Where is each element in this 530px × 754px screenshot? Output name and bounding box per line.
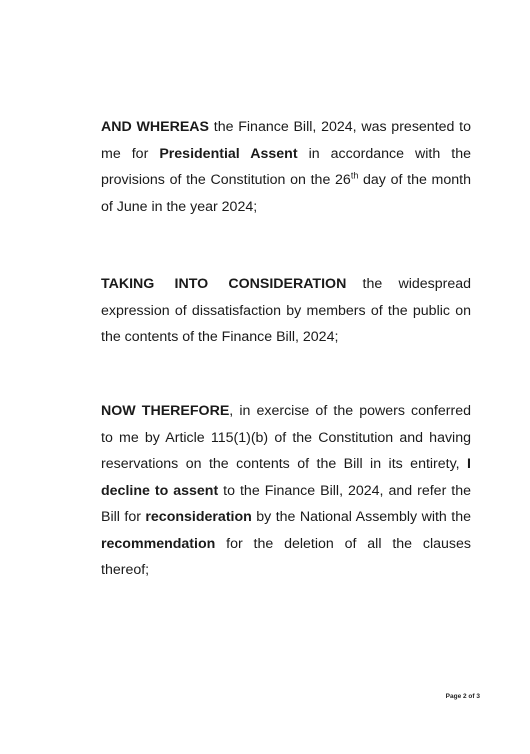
paragraph-taking-into-consideration <box>101 271 471 351</box>
ordinal-suffix: th <box>350 170 359 181</box>
page-number: Page 2 of 3 <box>445 693 480 700</box>
recommendation-phrase: recommendation <box>101 535 216 552</box>
body-text: by the National Assembly with the <box>251 509 471 525</box>
body-text: the widespread expression of dissatisfaction by members of the public on the contents of the Finance Bill, 2024; <box>101 276 472 345</box>
paragraph-whereas <box>101 114 471 220</box>
body-text: in accordance with the provisions of the Constitution on the 26 <box>101 145 471 188</box>
body-text: the Finance Bill, 2024, was presented to me for <box>101 119 471 162</box>
decline-to-assent-phrase: I decline to assent <box>101 456 471 499</box>
body-text: day of the month of June in the year 2024; <box>101 172 471 215</box>
paragraph-now-therefore <box>101 398 471 584</box>
heading-taking-into-consideration: TAKING INTO CONSIDERATION <box>101 276 347 292</box>
presidential-assent-phrase: Presidential Assent <box>159 145 298 162</box>
reconsideration-phrase: reconsideration <box>145 509 252 525</box>
heading-now-therefore: NOW THEREFORE <box>101 403 230 419</box>
body-text: to the Finance Bill, 2024, and refer the Bill for <box>101 482 471 525</box>
heading-and-whereas: AND WHEREAS <box>101 119 210 135</box>
body-text: , in exercise of the powers conferred to me by Article 115(1)(b) of the Constitution and having reservations on the contents of the Bill in its entirety, <box>101 403 471 472</box>
body-text: for the deletion of all the clauses thereof; <box>101 535 471 578</box>
